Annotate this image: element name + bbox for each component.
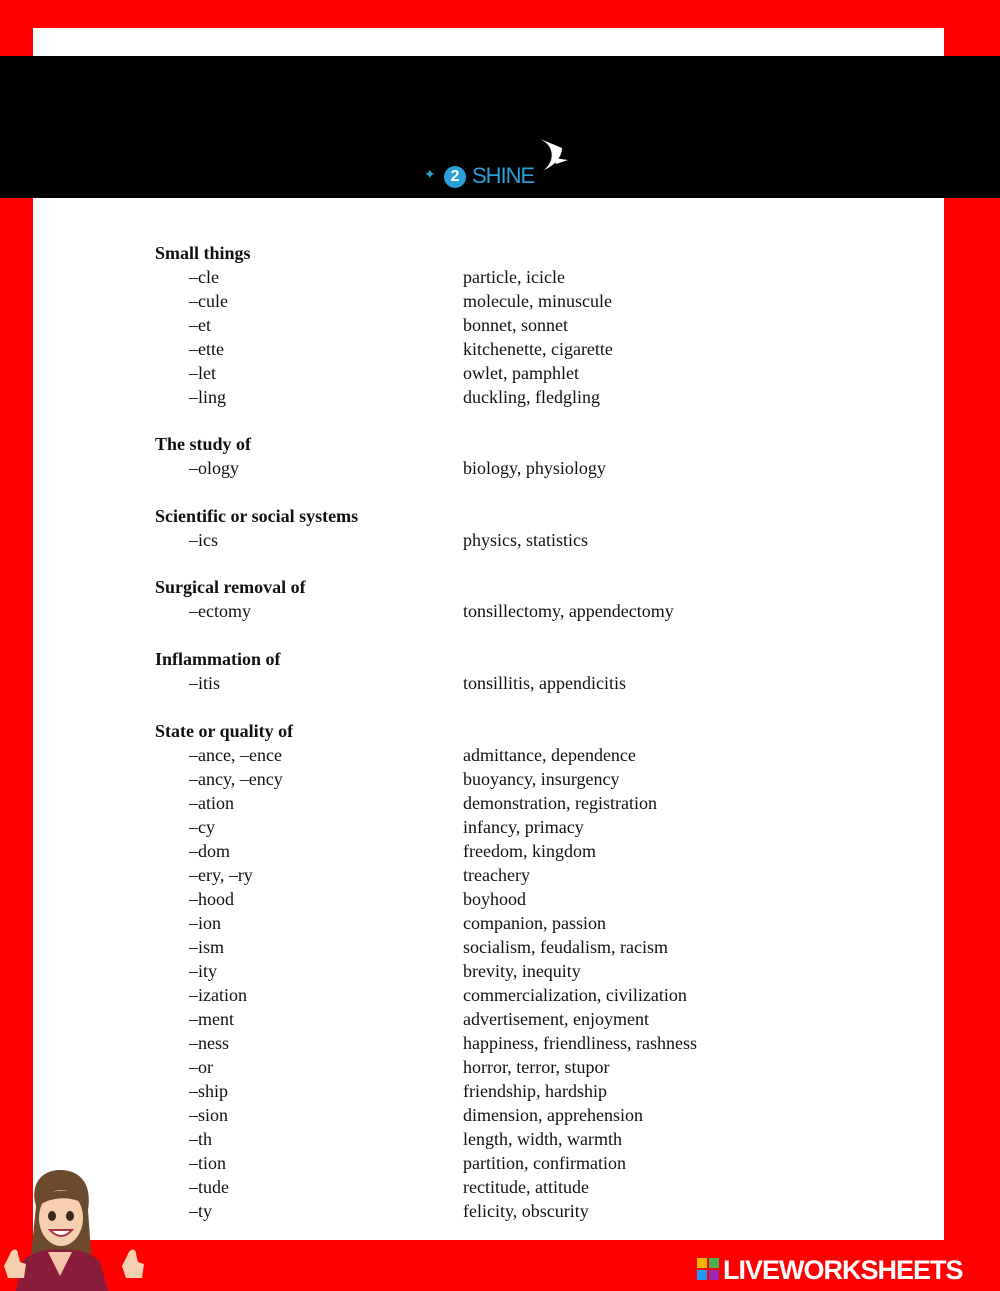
group-heading: Inflammation of xyxy=(155,649,281,669)
examples: length, width, warmth xyxy=(463,1129,622,1149)
suffix: –ion xyxy=(189,913,222,933)
examples: buoyancy, insurgency xyxy=(463,769,620,789)
examples: infancy, primacy xyxy=(463,817,584,837)
brand-number: 2 xyxy=(444,166,466,188)
suffix: –ics xyxy=(189,530,218,550)
suffix: –ery, –ry xyxy=(189,865,253,885)
suffix: –cule xyxy=(189,291,228,311)
examples: tonsillectomy, appendectomy xyxy=(463,601,674,621)
suffix: –tude xyxy=(189,1177,229,1197)
teacher-thumbs-up-icon xyxy=(0,1166,150,1291)
site-name: LIVEWORKSHEETS xyxy=(723,1255,963,1285)
examples: duckling, fledgling xyxy=(463,387,600,407)
examples: brevity, inequity xyxy=(463,961,581,981)
brand-word: ENGLISH xyxy=(416,134,524,164)
examples: admittance, dependence xyxy=(463,745,636,765)
suffix: –ation xyxy=(189,793,234,813)
page-title: NOUN SUFFIXES xyxy=(40,69,402,125)
suffix: –tion xyxy=(189,1153,227,1173)
examples: companion, passion xyxy=(463,913,606,933)
suffix: –or xyxy=(189,1057,213,1077)
suffix: –ectomy xyxy=(189,601,251,621)
suffix: –ance, –ence xyxy=(189,745,282,765)
examples: physics, statistics xyxy=(463,530,588,550)
suffix: –ism xyxy=(189,937,225,957)
examples: bonnet, sonnet xyxy=(463,315,568,335)
suffix: –itis xyxy=(189,673,221,693)
examples: tonsillitis, appendicitis xyxy=(463,673,626,693)
suffix: –ship xyxy=(189,1081,229,1101)
suffix: –dom xyxy=(189,841,231,861)
group-heading: Scientific or social systems xyxy=(155,506,359,526)
suffix: –ette xyxy=(189,339,224,359)
suffix: –ity xyxy=(189,961,218,981)
suffix: –cy xyxy=(189,817,215,837)
examples: owlet, pamphlet xyxy=(463,363,579,383)
group-heading: State or quality of xyxy=(155,721,294,741)
suffix: –sion xyxy=(189,1105,229,1125)
examples: horror, terror, stupor xyxy=(463,1057,610,1077)
examples: commercialization, civilization xyxy=(463,985,687,1005)
suffix: –ology xyxy=(189,458,240,478)
suffix: –hood xyxy=(189,889,234,909)
moon-swoosh-icon xyxy=(532,136,572,176)
suffix: –cle xyxy=(189,267,219,287)
examples: friendship, hardship xyxy=(463,1081,607,1101)
examples: dimension, apprehension xyxy=(463,1105,643,1125)
examples: freedom, kingdom xyxy=(463,841,596,861)
suffix: –th xyxy=(189,1129,213,1149)
examples: partition, confirmation xyxy=(463,1153,626,1173)
examples: kitchenette, cigarette xyxy=(463,339,613,359)
group-heading: Small things xyxy=(155,243,251,263)
examples: particle, icicle xyxy=(463,267,565,287)
suffix: –ness xyxy=(189,1033,229,1053)
colored-blocks-icon xyxy=(697,1258,719,1280)
suffix: –et xyxy=(189,315,211,335)
suffix: –ty xyxy=(189,1201,213,1221)
suffix: –let xyxy=(189,363,216,383)
examples: demonstration, registration xyxy=(463,793,657,813)
suffix: –ment xyxy=(189,1009,234,1029)
sparkle-icon: ✦ xyxy=(424,168,436,183)
suffix: –ancy, –ency xyxy=(189,769,283,789)
examples: felicity, obscurity xyxy=(463,1201,589,1221)
examples: biology, physiology xyxy=(463,458,606,478)
examples: boyhood xyxy=(463,889,526,909)
examples: advertisement, enjoyment xyxy=(463,1009,649,1029)
suffix: –ling xyxy=(189,387,227,407)
brand-sub: SHINE xyxy=(472,163,535,188)
examples: treachery xyxy=(463,865,530,885)
suffix: –ization xyxy=(189,985,247,1005)
group-heading: The study of xyxy=(155,434,252,454)
english2shine-logo xyxy=(400,136,600,192)
group-heading: Surgical removal of xyxy=(155,577,306,597)
examples: happiness, friendliness, rashness xyxy=(463,1033,697,1053)
examples: molecule, minuscule xyxy=(463,291,612,311)
examples: rectitude, attitude xyxy=(463,1177,589,1197)
examples: socialism, feudalism, racism xyxy=(463,937,668,957)
